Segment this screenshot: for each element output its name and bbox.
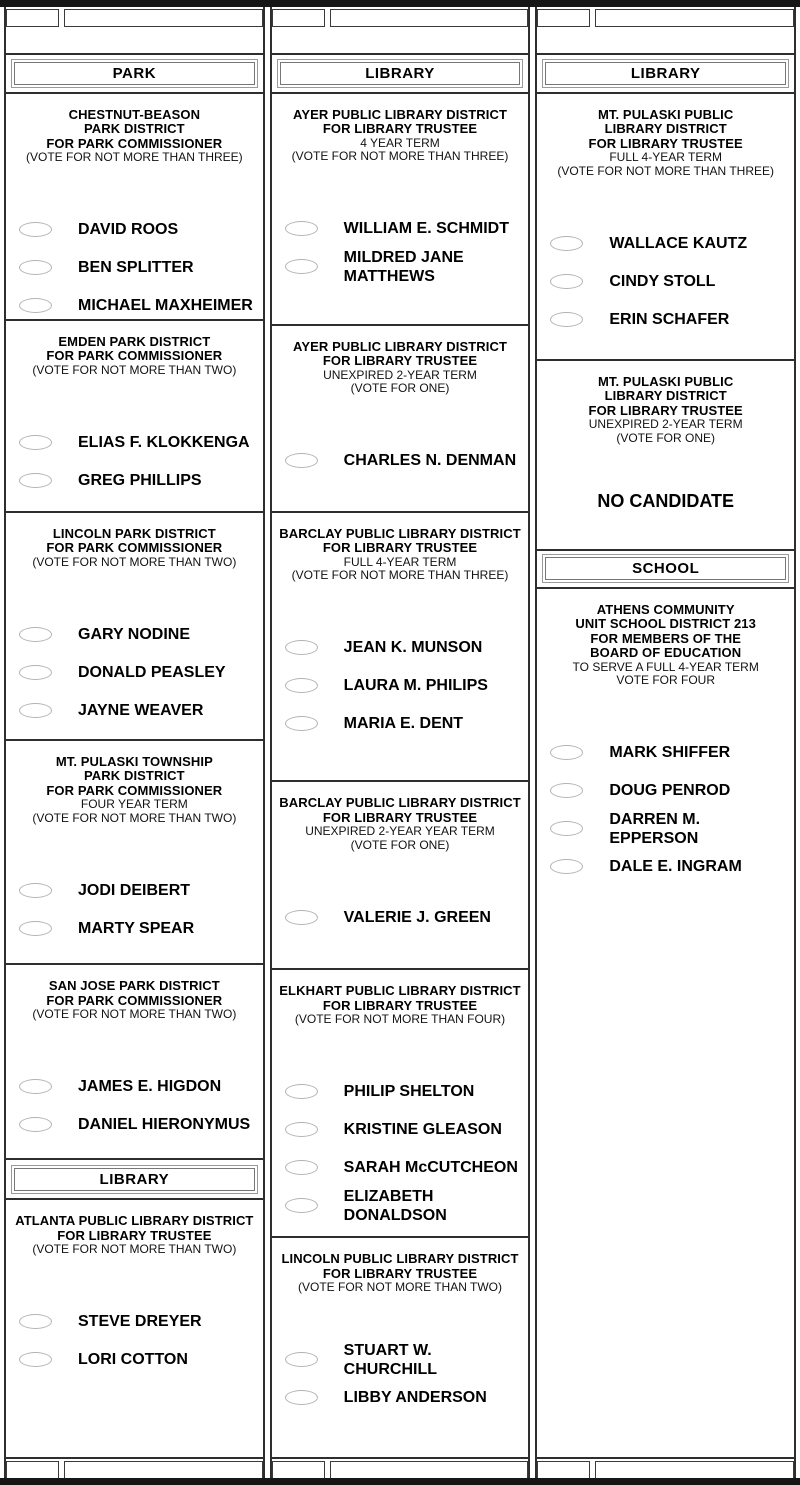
contest-instruction-line: (VOTE FOR ONE): [350, 381, 450, 396]
candidate-name: VALERIE J. GREEN: [343, 908, 491, 926]
candidate-row: [272, 705, 529, 743]
contest-section: [6, 321, 263, 513]
candidate-row: [537, 810, 794, 848]
timing-box: [537, 1461, 590, 1479]
contest-instruction-line: (VOTE FOR NOT MORE THAN TWO): [32, 810, 237, 825]
contest-section: [272, 326, 529, 513]
timing-box: [272, 9, 325, 27]
vote-oval[interactable]: [285, 1352, 318, 1367]
vote-oval[interactable]: [285, 1122, 318, 1137]
vote-oval[interactable]: [19, 1117, 52, 1132]
candidate-name: JODI DEIBERT: [78, 881, 191, 899]
section-banner-label: LIBRARY: [280, 62, 521, 85]
contest-title-line: ELKHART PUBLIC LIBRARY DISTRICT: [279, 983, 521, 999]
candidate-list: [6, 1303, 263, 1379]
contest-title-line: SAN JOSE PARK DISTRICT: [48, 978, 220, 994]
candidate-name: STUART W. CHURCHILL: [343, 1341, 437, 1378]
candidate-row: [6, 1341, 263, 1379]
vote-oval[interactable]: [550, 745, 583, 760]
banner-band: [537, 55, 794, 94]
contest-instruction-line: UNEXPIRED 2-YEAR TERM: [588, 417, 743, 432]
vote-oval[interactable]: [19, 883, 52, 898]
spacer-band: [272, 28, 529, 55]
vote-oval[interactable]: [550, 783, 583, 798]
contest-header: [272, 970, 529, 1027]
banner-band: [272, 55, 529, 94]
timing-row-bottom: [537, 1457, 794, 1478]
timing-row-bottom: [6, 1457, 263, 1478]
vote-oval[interactable]: [19, 1314, 52, 1329]
vote-oval[interactable]: [285, 1390, 318, 1405]
contest-title-line: MT. PULASKI PUBLIC: [597, 373, 734, 389]
candidate-name: ELIZABETH DONALDSON: [343, 1187, 447, 1224]
section-banner: [11, 59, 258, 88]
candidate-list: [272, 210, 529, 286]
candidate-row: [272, 1341, 529, 1379]
contest-instruction-line: VOTE FOR FOUR: [616, 673, 716, 688]
section-banner: [542, 59, 789, 88]
candidate-name: DOUG PENROD: [609, 782, 731, 800]
vote-oval[interactable]: [19, 703, 52, 718]
contest-instruction-line: (VOTE FOR NOT MORE THAN THREE): [557, 163, 775, 178]
contest-section: [6, 741, 263, 966]
vote-oval[interactable]: [550, 274, 583, 289]
vote-oval[interactable]: [19, 260, 52, 275]
timing-box: [537, 9, 590, 27]
candidate-name: DALE E. INGRAM: [609, 858, 742, 876]
contest-title-line: PARK DISTRICT: [83, 121, 185, 137]
contest-title-line: FOR LIBRARY TRUSTEE: [322, 1265, 478, 1281]
candidate-name: MILDRED JANE MATTHEWS: [343, 248, 464, 285]
banner-band: [6, 1160, 263, 1200]
vote-oval[interactable]: [285, 910, 318, 925]
contest-section: [6, 965, 263, 1160]
contest-title-line: EMDEN PARK DISTRICT: [58, 333, 211, 349]
candidate-name: MICHAEL MAXHEIMER: [78, 297, 253, 315]
vote-oval[interactable]: [285, 453, 318, 468]
contest-section: [6, 1200, 263, 1457]
candidate-row: [6, 871, 263, 909]
vote-oval[interactable]: [285, 259, 318, 274]
contest-instruction-line: UNEXPIRED 2-YEAR TERM: [323, 367, 477, 382]
candidate-name: ELIAS F. KLOKKENGA: [78, 433, 250, 451]
candidate-row: [6, 909, 263, 947]
timing-row-top: [537, 7, 794, 28]
candidate-row: [6, 287, 263, 321]
contest-section: [537, 589, 794, 1457]
timing-box: [6, 9, 59, 27]
vote-oval[interactable]: [285, 1198, 318, 1213]
contest-header: [272, 94, 529, 164]
candidate-name: KRISTINE GLEASON: [343, 1121, 502, 1139]
contest-instruction-line: (VOTE FOR ONE): [350, 837, 450, 852]
vote-oval[interactable]: [19, 298, 52, 313]
vote-oval[interactable]: [19, 1352, 52, 1367]
contest-header: [6, 741, 263, 826]
vote-oval[interactable]: [19, 473, 52, 488]
bottom-edge-bar: [0, 1478, 800, 1485]
contest-title-line: FOR LIBRARY TRUSTEE: [588, 135, 743, 151]
candidate-name: DAVID ROOS: [78, 221, 179, 239]
ballot-column-right: [535, 7, 796, 1478]
candidate-row: [537, 300, 794, 338]
candidate-row: [6, 653, 263, 691]
section-banner: [11, 1165, 258, 1194]
candidate-row: [272, 1111, 529, 1149]
candidate-list: [6, 211, 263, 321]
contest-title-line: FOR LIBRARY TRUSTEE: [322, 121, 478, 137]
contest-title-line: LIBRARY DISTRICT: [604, 388, 727, 404]
contest-header: [6, 1200, 263, 1257]
candidate-list: [272, 629, 529, 743]
contest-title-line: FOR MEMBERS OF THE: [590, 630, 741, 646]
contest-title-line: UNIT SCHOOL DISTRICT 213: [575, 616, 756, 632]
timing-box: [330, 1461, 529, 1479]
candidate-row: [6, 461, 263, 499]
banner-band: [6, 55, 263, 94]
contest-instruction-line: (VOTE FOR NOT MORE THAN TWO): [298, 1280, 502, 1295]
contest-header: [6, 513, 263, 570]
contest-instruction-line: FOUR YEAR TERM: [80, 797, 188, 811]
candidate-row: [272, 442, 529, 480]
contest-title-line: FOR PARK COMMISSIONER: [46, 135, 223, 151]
vote-oval[interactable]: [285, 678, 318, 693]
candidate-name: BEN SPLITTER: [78, 259, 194, 277]
vote-oval[interactable]: [285, 640, 318, 655]
candidate-name: MARIA E. DENT: [343, 715, 464, 733]
candidate-name: GREG PHILLIPS: [78, 471, 202, 489]
candidate-list: [6, 423, 263, 499]
contest-instruction-line: (VOTE FOR NOT MORE THAN TWO): [32, 554, 237, 569]
candidate-list: [272, 442, 529, 480]
contest-instruction-line: (VOTE FOR NOT MORE THAN THREE): [291, 568, 509, 583]
candidate-name: STEVE DREYER: [78, 1313, 202, 1331]
contest-title-line: MT. PULASKI PUBLIC: [597, 106, 734, 122]
vote-oval[interactable]: [550, 312, 583, 327]
timing-box: [330, 9, 529, 27]
timing-row-top: [272, 7, 529, 28]
contest-section: [272, 1238, 529, 1457]
contest-instruction-line: UNEXPIRED 2-YEAR YEAR TERM: [305, 824, 495, 839]
timing-box: [64, 9, 263, 27]
vote-oval[interactable]: [285, 221, 318, 236]
contest-title-line: AYER PUBLIC LIBRARY DISTRICT: [293, 106, 507, 122]
no-candidate-label: NO CANDIDATE: [597, 491, 735, 512]
contest-instruction-line: TO SERVE A FULL 4-YEAR TERM: [572, 659, 759, 674]
section-banner: [277, 59, 524, 88]
contest-title-line: FOR LIBRARY TRUSTEE: [588, 402, 743, 418]
ballot-column-middle: [270, 7, 531, 1478]
candidate-list: [272, 1341, 529, 1417]
contest-instruction-line: FULL 4-YEAR TERM: [609, 150, 723, 165]
candidate-name: CINDY STOLL: [609, 272, 716, 290]
candidate-row: [272, 1187, 529, 1225]
candidate-name: WALLACE KAUTZ: [609, 234, 748, 252]
candidate-list: [272, 898, 529, 936]
timing-box: [272, 1461, 325, 1479]
contest-header: [272, 326, 529, 396]
vote-oval[interactable]: [19, 1079, 52, 1094]
timing-box: [6, 1461, 59, 1479]
contest-header: [6, 965, 263, 1022]
candidate-name: PHILIP SHELTON: [343, 1083, 475, 1101]
contest-title-line: FOR PARK COMMISSIONER: [46, 992, 223, 1008]
contest-section: [6, 94, 263, 321]
candidate-list: [537, 224, 794, 338]
candidate-name: LIBBY ANDERSON: [343, 1389, 487, 1407]
contest-section: [537, 361, 794, 551]
contest-instruction-line: (VOTE FOR NOT MORE THAN TWO): [32, 1242, 237, 1257]
contest-section: [272, 94, 529, 326]
section-banner-label: LIBRARY: [545, 62, 786, 85]
candidate-name: LORI COTTON: [78, 1351, 188, 1369]
contest-instruction-line: (VOTE FOR NOT MORE THAN FOUR): [294, 1012, 506, 1027]
candidate-row: [272, 1149, 529, 1187]
section-banner-label: LIBRARY: [14, 1168, 255, 1191]
contest-title-line: FOR PARK COMMISSIONER: [46, 782, 223, 798]
candidate-list: [537, 734, 794, 886]
contest-title-line: CHESTNUT-BEASON: [68, 106, 201, 122]
section-banner-label: SCHOOL: [545, 557, 786, 580]
vote-oval[interactable]: [285, 1160, 318, 1175]
candidate-row: [537, 224, 794, 262]
timing-row-bottom: [272, 1457, 529, 1478]
contest-title-line: FOR LIBRARY TRUSTEE: [322, 353, 478, 369]
candidate-row: [272, 667, 529, 705]
candidate-row: [6, 1068, 263, 1106]
contest-title-line: FOR LIBRARY TRUSTEE: [322, 540, 478, 556]
contest-title-line: FOR PARK COMMISSIONER: [46, 348, 223, 364]
timing-box: [595, 9, 794, 27]
vote-oval[interactable]: [285, 716, 318, 731]
candidate-row: [272, 629, 529, 667]
candidate-name: GARY NODINE: [78, 625, 191, 643]
section-banner-label: PARK: [14, 62, 255, 85]
timing-box: [595, 1461, 794, 1479]
candidate-row: [272, 248, 529, 286]
section-banner: [542, 554, 789, 583]
candidate-name: DANIEL HIERONYMUS: [78, 1116, 251, 1134]
contest-title-line: BARCLAY PUBLIC LIBRARY DISTRICT: [279, 525, 521, 541]
candidate-row: [537, 262, 794, 300]
contest-title-line: LINCOLN PUBLIC LIBRARY DISTRICT: [281, 1251, 519, 1267]
contest-header: [272, 782, 529, 852]
candidate-row: [272, 1073, 529, 1111]
candidate-row: [272, 1379, 529, 1417]
contest-title-line: FOR PARK COMMISSIONER: [46, 540, 223, 556]
contest-header: [6, 94, 263, 165]
contest-section: [6, 513, 263, 741]
candidate-row: [6, 423, 263, 461]
contest-instruction-line: 4 YEAR TERM: [360, 135, 440, 150]
ballot-page: [0, 7, 800, 1478]
candidate-list: [6, 615, 263, 729]
contest-title-line: ATLANTA PUBLIC LIBRARY DISTRICT: [15, 1213, 254, 1229]
candidate-list: [6, 1068, 263, 1144]
contest-instruction-line: (VOTE FOR NOT MORE THAN THREE): [25, 150, 243, 165]
vote-oval[interactable]: [19, 665, 52, 680]
contest-title-line: LINCOLN PARK DISTRICT: [52, 525, 216, 541]
contest-instruction-line: (VOTE FOR ONE): [616, 430, 716, 445]
candidate-name: JEAN K. MUNSON: [343, 639, 483, 657]
vote-oval[interactable]: [19, 435, 52, 450]
candidate-row: [6, 249, 263, 287]
candidate-name: CHARLES N. DENMAN: [343, 452, 517, 470]
contest-title-line: AYER PUBLIC LIBRARY DISTRICT: [293, 338, 507, 354]
timing-box: [64, 1461, 263, 1479]
contest-section: [272, 782, 529, 970]
contest-header: [537, 589, 794, 688]
contest-title-line: LIBRARY DISTRICT: [604, 121, 727, 137]
vote-oval[interactable]: [285, 1084, 318, 1099]
vote-oval[interactable]: [19, 222, 52, 237]
contest-title-line: MT. PULASKI TOWNSHIP: [55, 753, 213, 769]
candidate-row: [537, 848, 794, 886]
top-edge-bar: [0, 0, 800, 7]
contest-header: [272, 1238, 529, 1295]
spacer-band: [537, 28, 794, 55]
contest-header: [537, 94, 794, 179]
ballot-column-left: [4, 7, 265, 1478]
contest-section: [272, 970, 529, 1238]
contest-title-line: ATHENS COMMUNITY: [596, 601, 735, 617]
candidate-name: WILLIAM E. SCHMIDT: [343, 220, 509, 238]
contest-header: [272, 513, 529, 583]
contest-section: [272, 513, 529, 783]
candidate-name: JAMES E. HIGDON: [78, 1078, 222, 1096]
candidate-row: [537, 734, 794, 772]
contest-header: [537, 361, 794, 446]
candidate-list: [6, 871, 263, 947]
candidate-row: [272, 210, 529, 248]
candidate-name: ERIN SCHAFER: [609, 310, 730, 328]
candidate-name: SARAH McCUTCHEON: [343, 1159, 518, 1177]
vote-oval[interactable]: [550, 821, 583, 836]
contest-section: [537, 94, 794, 361]
contest-header: [6, 321, 263, 378]
contest-title-line: FOR LIBRARY TRUSTEE: [57, 1227, 212, 1243]
candidate-row: [6, 1303, 263, 1341]
contest-title-line: BOARD OF EDUCATION: [590, 645, 742, 661]
candidate-row: [6, 615, 263, 653]
vote-oval[interactable]: [19, 921, 52, 936]
contest-title-line: FOR LIBRARY TRUSTEE: [322, 997, 478, 1013]
candidate-row: [6, 211, 263, 249]
candidate-row: [272, 898, 529, 936]
candidate-row: [537, 772, 794, 810]
candidate-name: JAYNE WEAVER: [78, 701, 204, 719]
candidate-row: [6, 1106, 263, 1144]
contest-instruction-line: (VOTE FOR NOT MORE THAN TWO): [32, 1007, 237, 1022]
contest-title-line: FOR LIBRARY TRUSTEE: [322, 809, 478, 825]
contest-title-line: PARK DISTRICT: [83, 768, 185, 783]
vote-oval[interactable]: [550, 859, 583, 874]
candidate-row: [6, 691, 263, 729]
candidate-name: LAURA M. PHILIPS: [343, 677, 488, 695]
contest-instruction-line: (VOTE FOR NOT MORE THAN TWO): [32, 362, 237, 377]
candidate-name: MARK SHIFFER: [609, 744, 731, 762]
candidate-name: DONALD PEASLEY: [78, 663, 226, 681]
timing-row-top: [6, 7, 263, 28]
vote-oval[interactable]: [550, 236, 583, 251]
vote-oval[interactable]: [19, 627, 52, 642]
candidate-list: [272, 1073, 529, 1225]
candidate-name: MARTY SPEAR: [78, 919, 195, 937]
contest-title-line: BARCLAY PUBLIC LIBRARY DISTRICT: [279, 795, 521, 811]
spacer-band: [6, 28, 263, 55]
contest-instruction-line: (VOTE FOR NOT MORE THAN THREE): [291, 149, 509, 164]
banner-band: [537, 551, 794, 589]
candidate-name: DARREN M. EPPERSON: [609, 810, 701, 847]
contest-instruction-line: FULL 4-YEAR TERM: [343, 554, 457, 569]
